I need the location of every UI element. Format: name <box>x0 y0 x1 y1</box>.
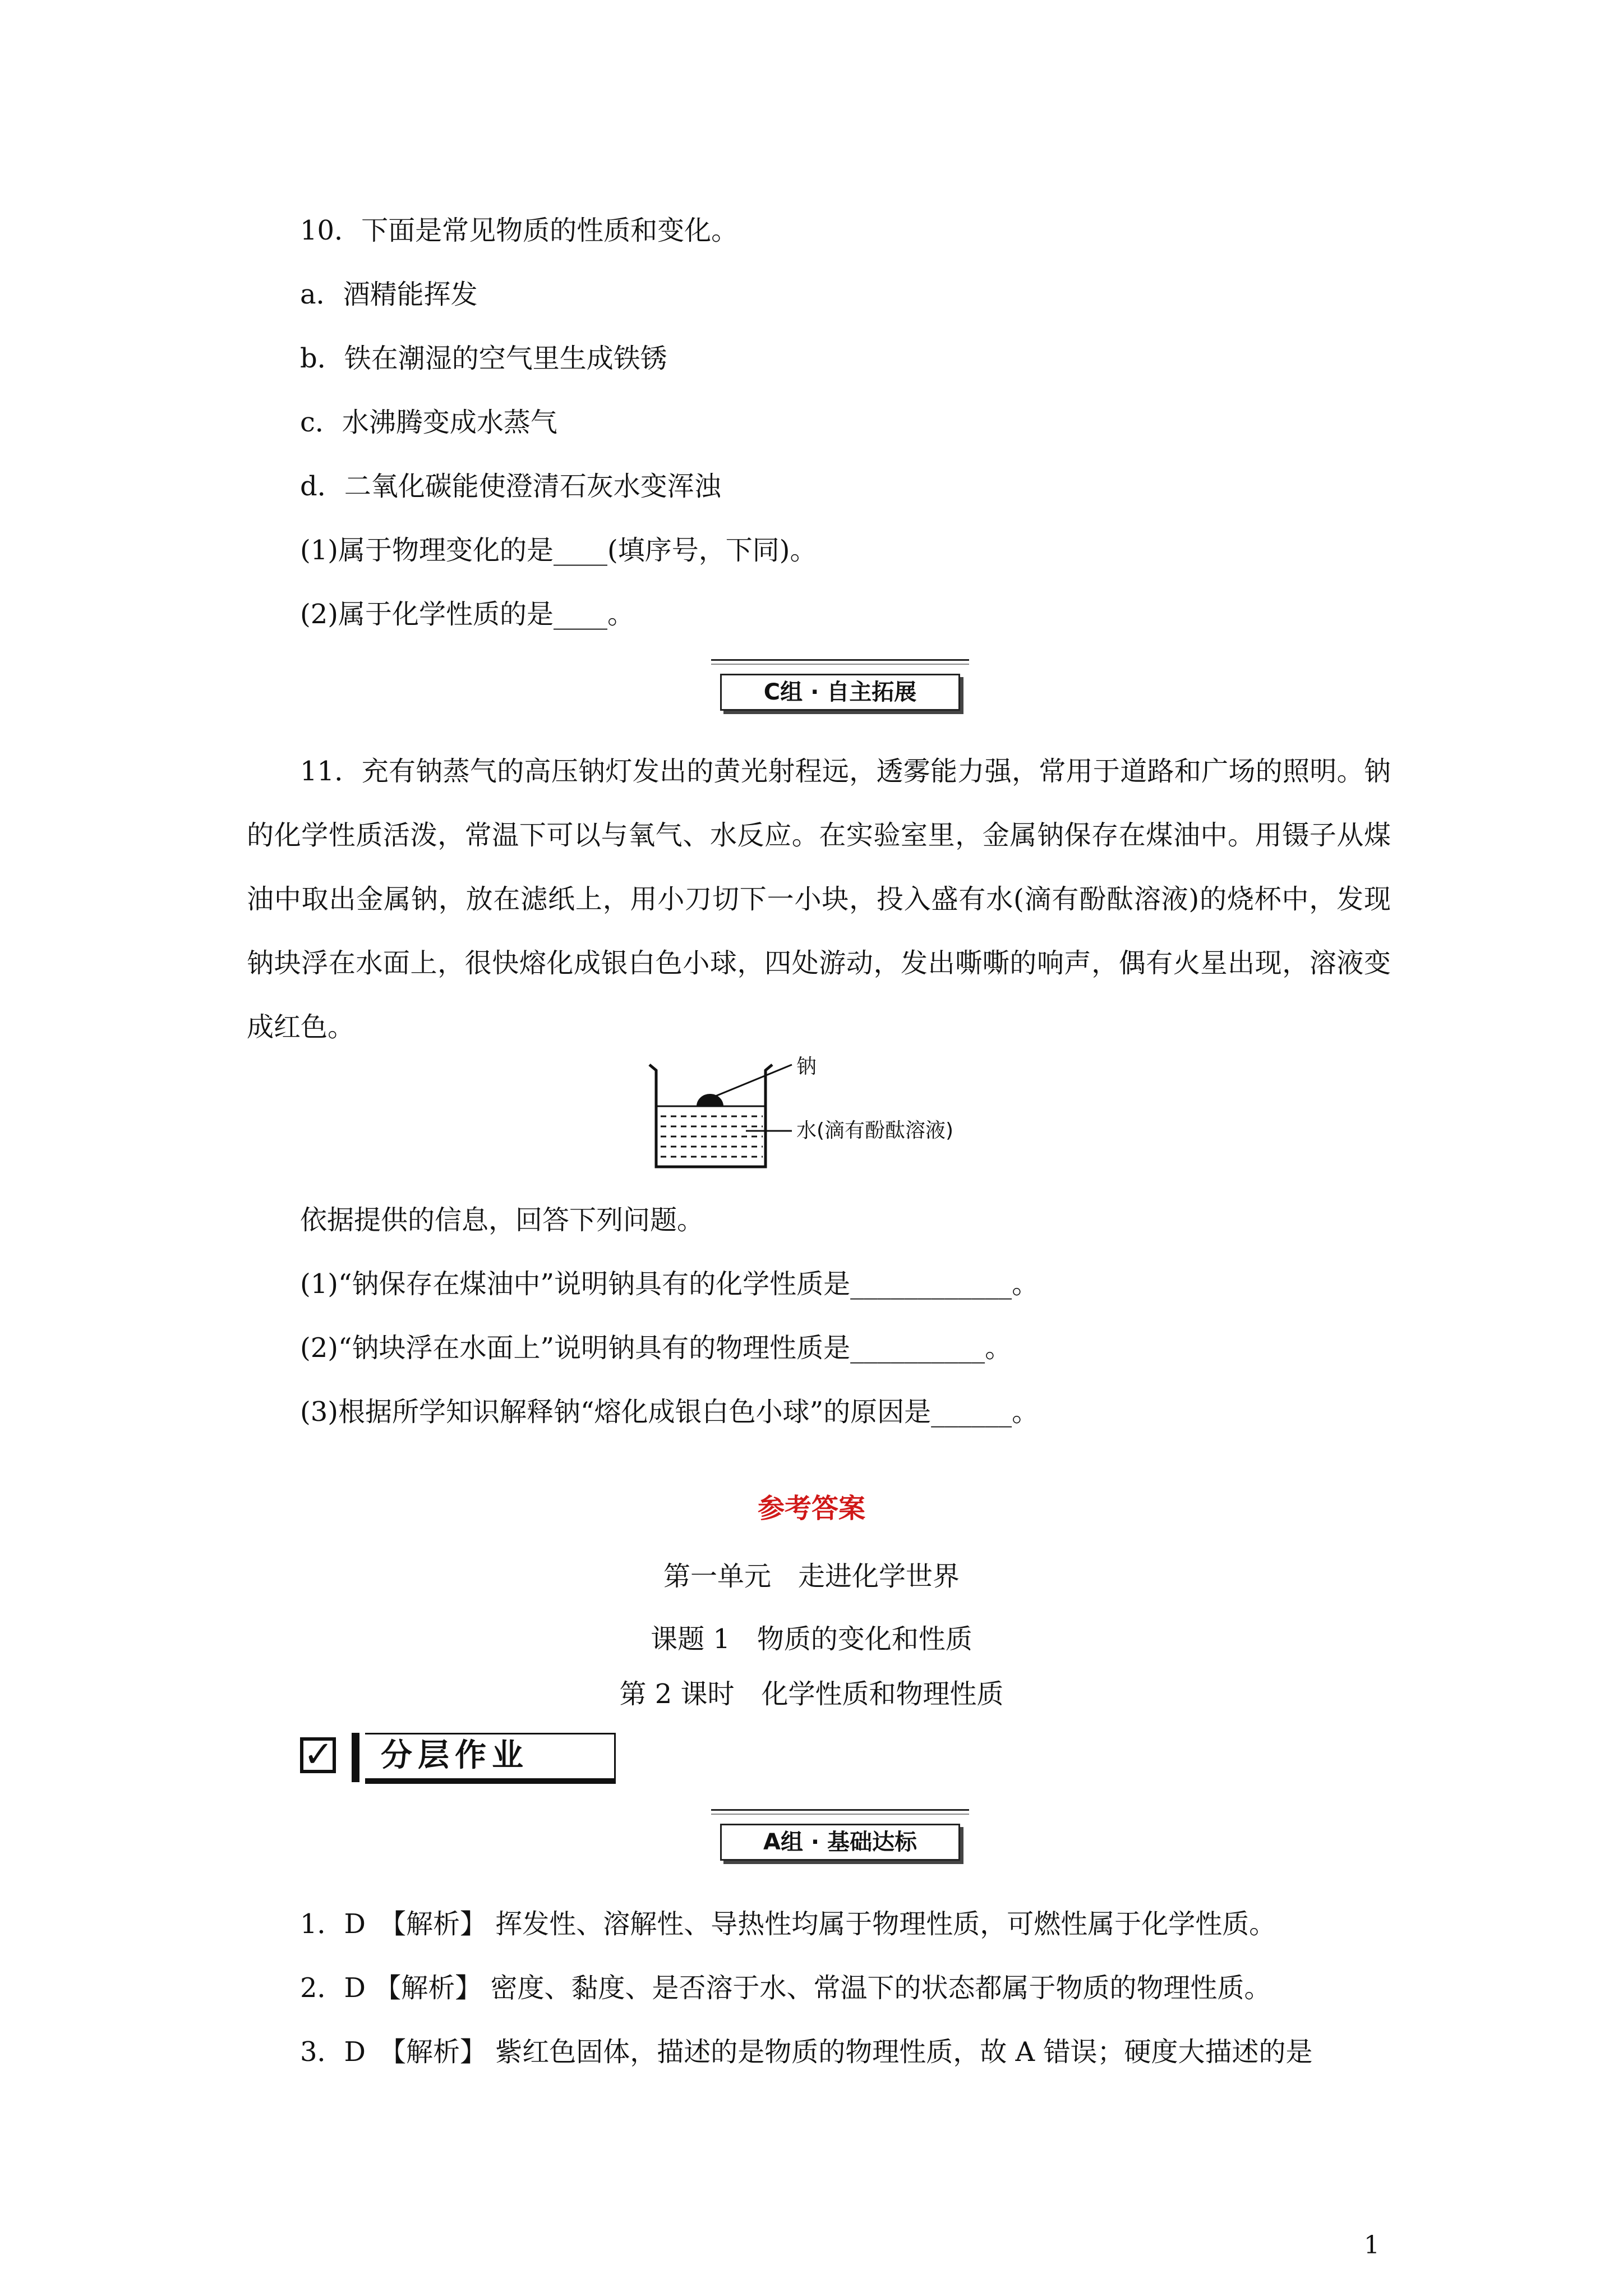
beaker-diagram <box>645 1055 993 1172</box>
group-c-header <box>711 659 969 713</box>
answer-2: 2．D 【解析】 密度、黏度、是否溶于水、常温下的状态都属于物质的物理性质。 <box>300 1972 1271 2004</box>
answers-lesson: 第 2 课时 化学性质和物理性质 <box>619 1678 1004 1710</box>
beaker-figure <box>645 1055 993 1172</box>
q10-sub2: (2)属于化学性质的是____。 <box>300 599 634 630</box>
page-number: 1 <box>1364 2231 1380 2260</box>
label-water: 水(滴有酚酞溶液) <box>796 1119 954 1142</box>
q10-option-b: b．铁在潮湿的空气里生成铁锈 <box>300 343 667 374</box>
layered-homework-label: 分层作业 <box>365 1733 616 1784</box>
q10-option-c: c．水沸腾变成水蒸气 <box>300 407 557 438</box>
q11-sub1: (1)“钠保存在煤油中”说明钠具有的化学性质是____________。 <box>300 1268 1039 1300</box>
group-c-label: C组 · 自主拓展 <box>720 674 960 711</box>
answers-topic: 课题 1 物质的变化和性质 <box>651 1623 972 1655</box>
layered-homework-header <box>300 1731 603 1787</box>
group-a-label: A组 · 基础达标 <box>720 1824 960 1861</box>
q10-stem: 10．下面是常见物质的性质和变化。 <box>300 215 739 246</box>
q10-sub1: (1)属于物理变化的是____(填序号，下同)。 <box>300 535 817 566</box>
answers-title: 参考答案 <box>757 1493 865 1524</box>
q11-paragraph: 11．充有钠蒸气的高压钠灯发出的黄光射程远，透雾能力强，常用于道路和广场的照明。钠的化学性质活泼，常温下可以与氧气、水反应。在实验室里，金属钠保存在煤油中。用镊子从煤油中取出金属钠，放在滤纸上，用小刀切下一小块，投入盛有水(滴有酚酞溶液)的烧杯中，发现钠块浮在水面上，很快熔化成银白色小球，四处游动，发出嘶嘶的响声，偶有火星出现，溶液变成红色。 <box>247 756 1391 1043</box>
q11-sub3: (3)根据所学知识解释钠“熔化成银白色小球”的原因是______。 <box>300 1396 1039 1428</box>
checkbox-icon: ✓ <box>300 1737 336 1773</box>
answer-1: 1．D 【解析】 挥发性、溶解性、导热性均属于物理性质，可燃性属于化学性质。 <box>300 1908 1276 1940</box>
label-sodium: 钠 <box>796 1055 817 1078</box>
answer-3: 3．D 【解析】 紫红色固体，描述的是物质的物理性质，故 A 错误；硬度大描述的是 <box>300 2036 1313 2068</box>
q10-option-d: d．二氧化碳能使澄清石灰水变浑浊 <box>300 471 721 502</box>
q11-sub2: (2)“钠块浮在水面上”说明钠具有的物理性质是__________。 <box>300 1332 1012 1364</box>
group-a-header <box>711 1809 969 1863</box>
q11-prompt: 依据提供的信息，回答下列问题。 <box>300 1204 704 1236</box>
answers-unit: 第一单元 走进化学世界 <box>663 1561 960 1592</box>
q10-option-a: a．酒精能挥发 <box>300 279 478 310</box>
